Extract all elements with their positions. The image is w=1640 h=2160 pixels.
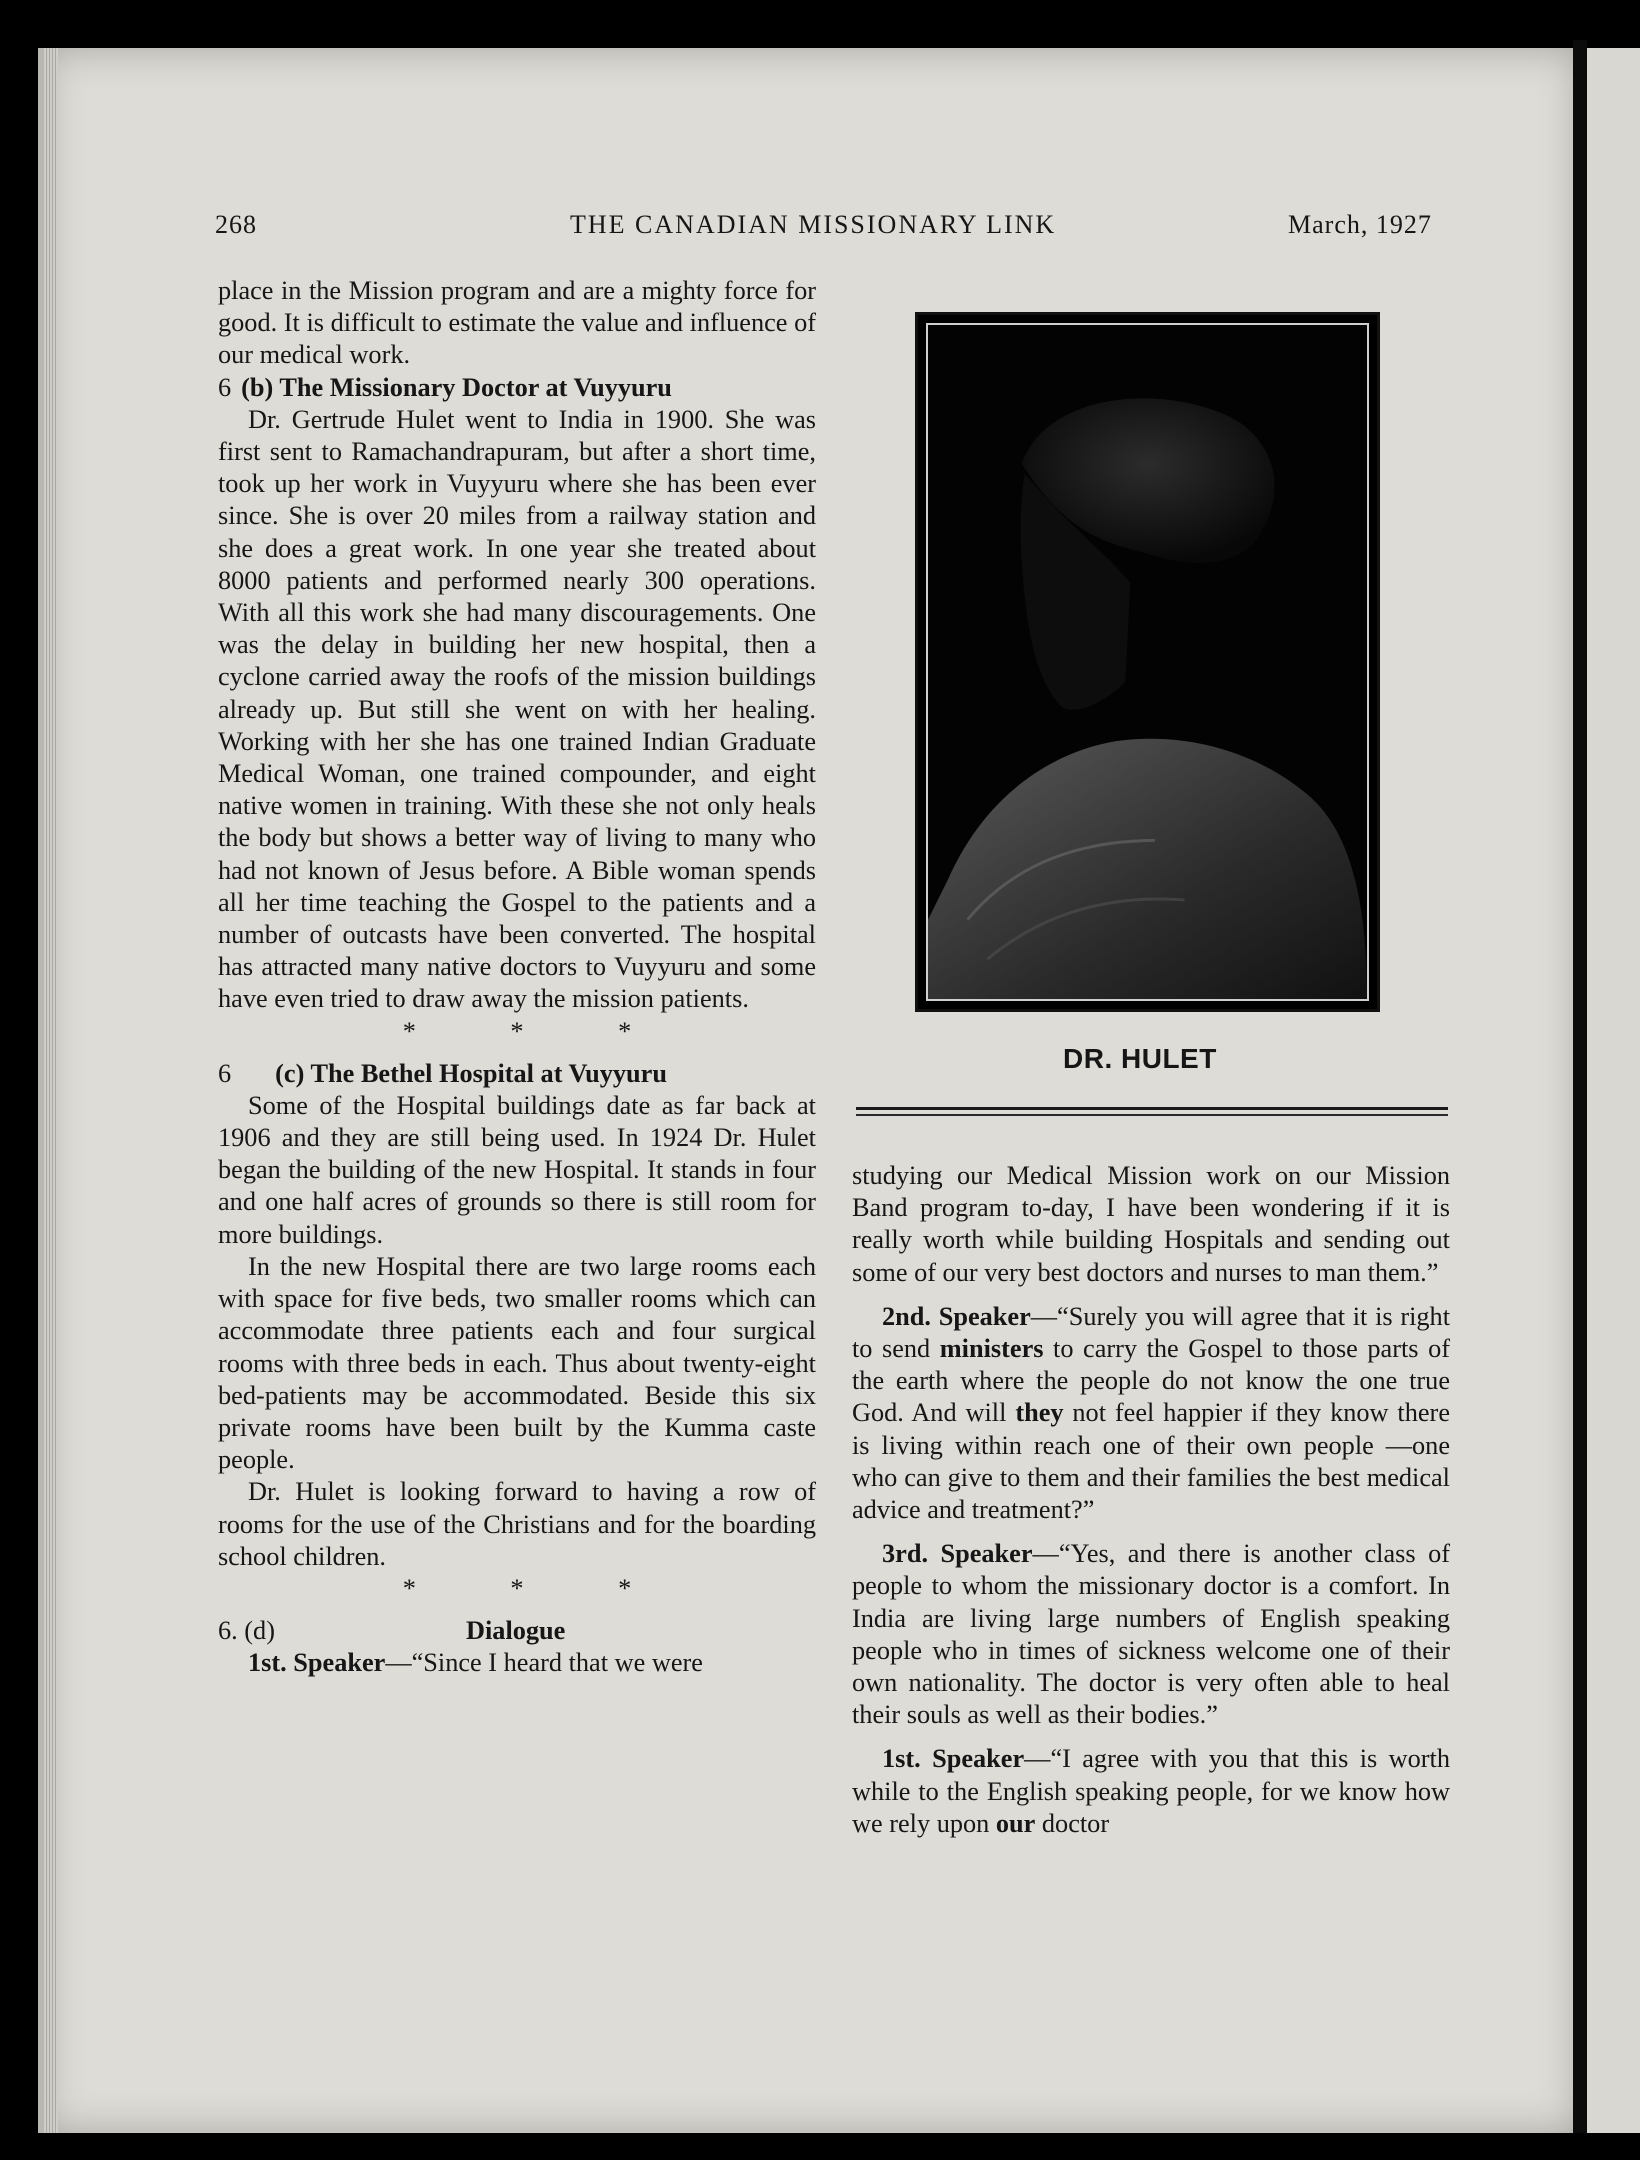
portrait-photo xyxy=(926,323,1369,1001)
section-c-paragraph-2: In the new Hospital there are two large rooms each with space for five beds, two smaller rooms which can accommodate three patients each and four surgical rooms with three beds in each. Thus about twenty-eight bed-patients may be accommodated. Beside this six private rooms have been built by the Kumma caste people. xyxy=(218,1251,816,1475)
section-c-heading xyxy=(218,1058,816,1090)
scan-border-top xyxy=(0,0,1640,55)
section-c-number: 6 xyxy=(218,1058,232,1088)
second-speaker-paragraph xyxy=(852,1301,1450,1526)
dialogue-text: —“Since I heard that we were xyxy=(385,1648,703,1678)
facing-page-edge xyxy=(1587,48,1640,2133)
section-d-heading xyxy=(218,1615,816,1647)
portrait-silhouette-icon xyxy=(928,325,1367,999)
dialogue-opening xyxy=(218,1647,816,1679)
intro-paragraph: place in the Mission program and are a mighty force for good. It is difficult to estimate the value and influence of our medical work. xyxy=(218,276,816,370)
scan-border-bottom xyxy=(0,2133,1640,2160)
dialogue-text: —“I agree with you that this is worth while to the English speaking people, for we know how we rely upon xyxy=(852,1744,1450,1838)
section-d-title: Dialogue xyxy=(466,1615,566,1645)
dialogue-text: doctor xyxy=(1035,1808,1110,1838)
speaker-label: 2nd. Speaker xyxy=(882,1301,1031,1331)
section-c-paragraph-3: Dr. Hulet is looking forward to having a row of rooms for the use of the Christians and for the boarding school children. xyxy=(218,1477,816,1571)
emphasis-text: ministers xyxy=(939,1334,1044,1364)
first-speaker-reply xyxy=(852,1743,1450,1840)
speaker-label: 1st. Speaker xyxy=(882,1744,1025,1774)
page-number: 268 xyxy=(215,210,257,239)
speaker-label: 1st. Speaker xyxy=(248,1648,386,1678)
section-b-heading xyxy=(218,372,816,404)
dialogue-text: to carry the Gospel to those parts of the earth where the people do not know the one true God. And will xyxy=(852,1334,1450,1428)
third-speaker-paragraph xyxy=(852,1538,1450,1731)
speaker-label: 3rd. Speaker xyxy=(882,1539,1033,1569)
section-d-number: 6. (d) xyxy=(218,1615,275,1645)
binding-gutter xyxy=(1573,40,1587,2140)
dialogue-text: not feel happier if they know there is living within reach one of their own people —one who can give to them and their families the best medical advice and treatment?” xyxy=(852,1398,1450,1525)
dialogue-continuation: studying our Medical Mission work on our Mission Band program to-day, I have been wondering if it is really worth while building Hospitals and sending out some of our very best doctors and nurses to man them.” xyxy=(852,1161,1450,1287)
emphasis-text: our xyxy=(995,1808,1036,1838)
dialogue-text: —“Yes, and there is another class of people to whom the missionary doctor is a comfort. In India are living large numbers of English speaking people who in times of sickness welcome one of their own nationality. The doctor is very often able to heal their souls as well as their bodies.” xyxy=(852,1539,1450,1730)
caption-rule xyxy=(856,1107,1448,1110)
section-divider: * * * xyxy=(402,1016,676,1046)
portrait-photo-frame xyxy=(915,312,1380,1012)
dialogue-text: —“Surely you will agree that it is right to send xyxy=(852,1301,1451,1364)
section-c-title: (c) The Bethel Hospital at Vuyyuru xyxy=(275,1058,667,1088)
page-edges xyxy=(44,48,58,2133)
section-divider-2: * * * xyxy=(402,1573,676,1603)
emphasis-text: they xyxy=(1015,1398,1064,1428)
right-column xyxy=(852,1160,1450,1840)
left-column xyxy=(218,275,816,1679)
section-b-title: (b) The Missionary Doctor at Vuyyuru xyxy=(241,372,672,402)
section-c-paragraph-1: Some of the Hospital buildings date as far back at 1906 and they are still being used. In 1924 Dr. Hulet began the building of the new Hospital. It stands in four and one half acres of grounds so there is still room for more buildings. xyxy=(218,1090,816,1249)
section-b-number: 6 xyxy=(218,372,232,402)
issue-date: March, 1927 xyxy=(1288,210,1432,239)
section-b-body: Dr. Gertrude Hulet went to India in 1900. She was first sent to Ramachandrapuram, but after a short time, took up her work in Vuyyuru where she has been ever since. She is over 20 miles from a railway station and she does a great work. In one year she treated about 8000 patients and performed nearly 300 operations. With all this work she had many discouragements. One was the delay in building her new hospital, then a cyclone carried away the roofs of the mission buildings already up. But still she went on with her healing. Working with her she has one trained Indian Graduate Medical Woman, one trained compounder, and eight native women in training. With these she not only heals the body but shows a better way of living to many who had not known of Jesus before. A Bible woman spends all her time teaching the Gospel to the patients and a number of outcasts have been converted. The hospital has attracted many native doctors to Vuyyuru and some have even tried to draw away the mission patients. xyxy=(218,404,816,1014)
caption-rule-secondary xyxy=(856,1114,1448,1116)
publication-title: THE CANADIAN MISSIONARY LINK xyxy=(570,210,1057,239)
photo-caption: DR. HULET xyxy=(1063,1043,1217,1074)
